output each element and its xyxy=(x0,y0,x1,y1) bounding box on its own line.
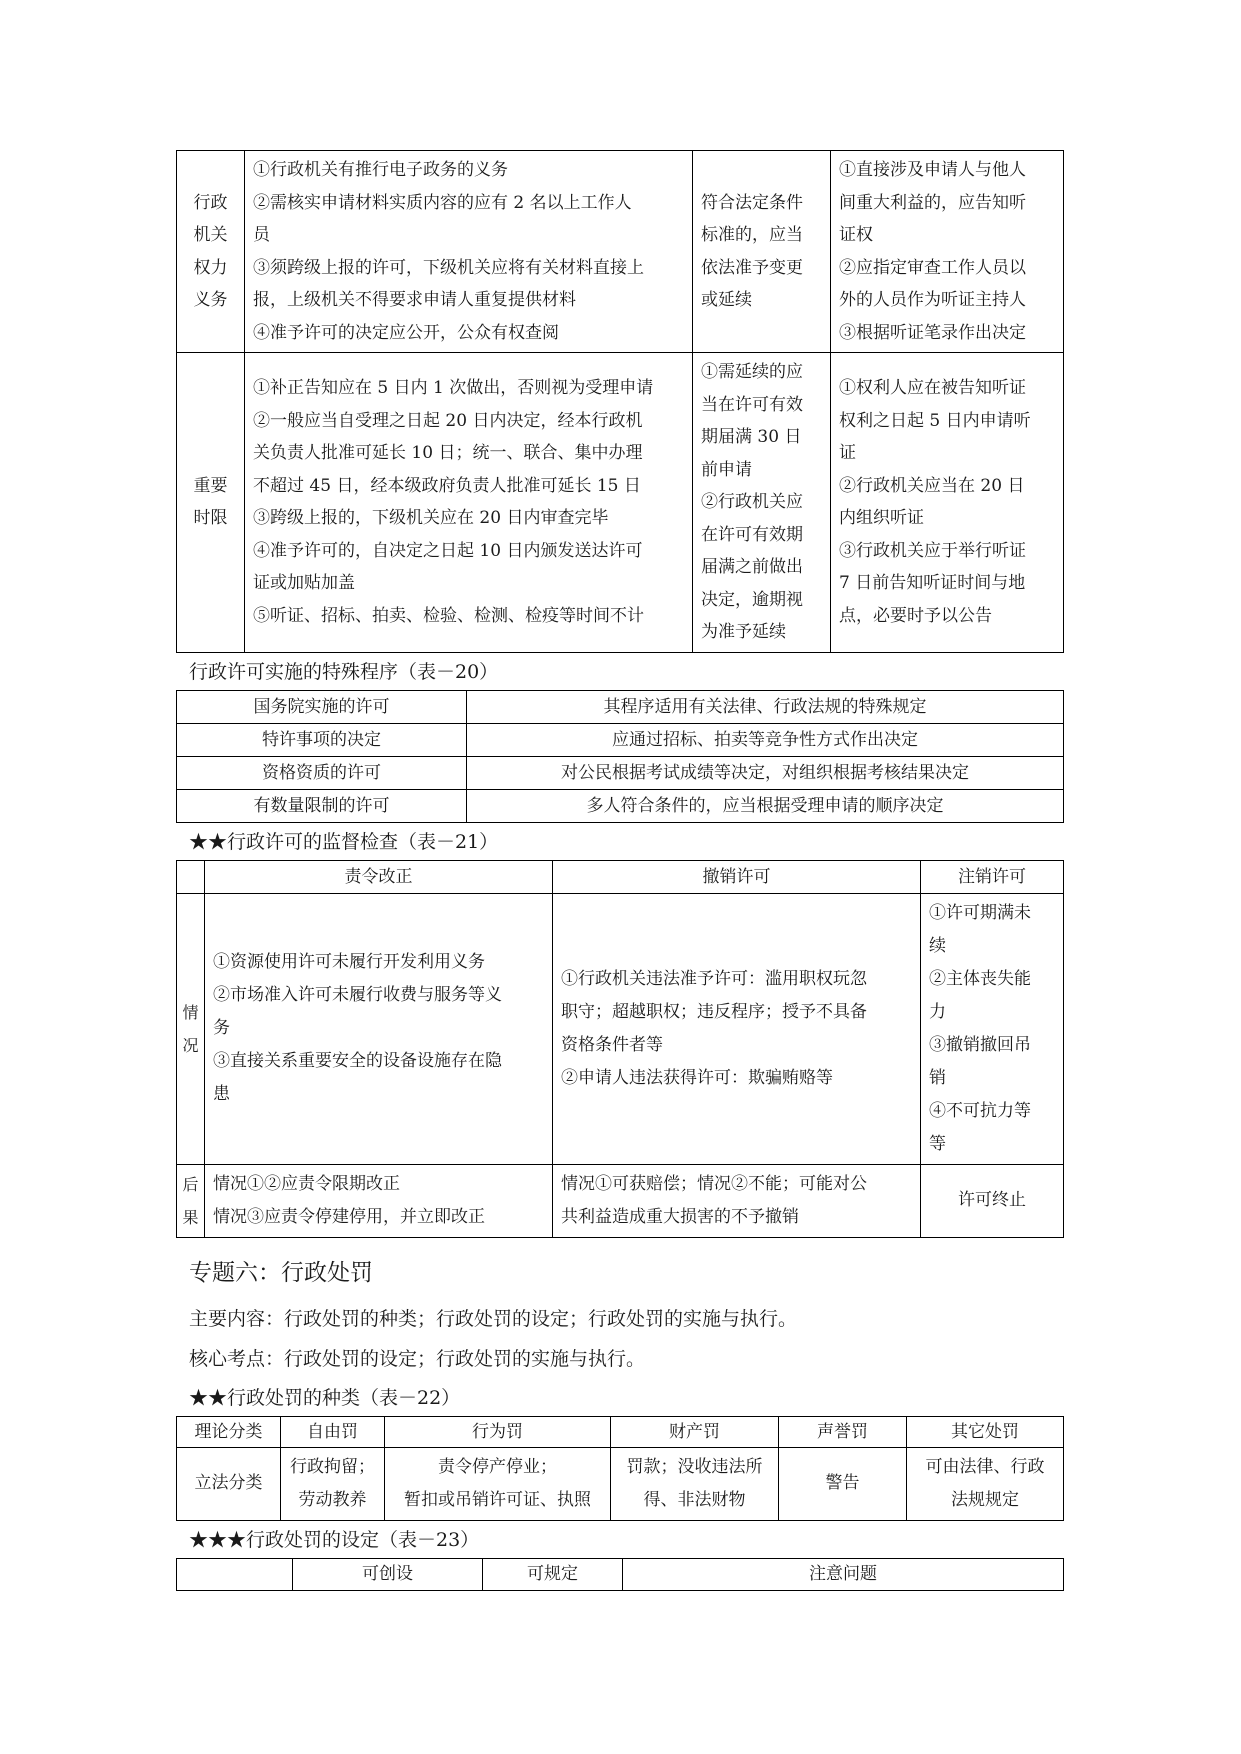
table-row: 资格资质的许可 对公民根据考试成绩等决定，对组织根据考核结果决定 xyxy=(177,756,1064,789)
table-row: 立法分类 行政拘留； 劳动教养 责令停产停业； 暂扣或吊销许可证、执照 罚款；没收违法所 得、非法财物 警告 可由法律、行政 法规规定 xyxy=(177,1447,1064,1520)
cell: 符合法定条件 标准的，应当 依法准予变更 或延续 xyxy=(693,151,831,353)
cell: ①许可期满未 续 ②主体丧失能 力 ③撤销撤回吊 销 ④不可抗力等 等 xyxy=(921,893,1064,1164)
cell: ①权利人应在被告知听证 权利之日起 5 日内申请听 证 ②行政机关应当在 20 日 内组织听证 ③行政机关应于举行听证 7 日前告知听证时间与地 点，必要时予以公告 xyxy=(831,353,1064,653)
row-label: 重要 时限 xyxy=(177,353,245,653)
cell: ①补正告知应在 5 日内 1 次做出，否则视为受理申请 ②一般应当自受理之日起 20 日内决定，经本行政机 关负责人批准可延长 10 日；统一、联合、集中办理 不超过 45 日，经本级政府负责人批准可延长 15 日 ③跨级上报的，下级机关应在 20 日内审查完毕 ④准予许可的，自决定之日起 10 日内颁发送达许可 证或加贴加盖 ⑤听证、招标、拍卖、检验、检测、检疫等时间不计 xyxy=(245,353,693,653)
cell: ①资源使用许可未履行开发利用义务 ②市场准入许可未履行收费与服务等义 务 ③直接关系重要安全的设备设施存在隐 患 xyxy=(205,893,553,1164)
row-label: 情况 xyxy=(177,893,205,1164)
table-header-row: 责令改正 撤销许可 注销许可 xyxy=(177,860,1064,893)
cell: 情况①②应责令限期改正 情况③应责令停建停用，并立即改正 xyxy=(205,1164,553,1237)
cell: ①需延续的应 当在许可有效 期届满 30 日 前申请 ②行政机关应 在许可有效期 届满之前做出 决定，逾期视 为准予延续 xyxy=(693,353,831,653)
table-22-caption: ★★行政处罚的种类（表－22） xyxy=(189,1386,461,1409)
main-content-text: 主要内容：行政处罚的种类；行政处罚的设定；行政处罚的实施与执行。 xyxy=(189,1307,798,1330)
table-row xyxy=(177,151,1064,353)
cell: 许可终止 xyxy=(921,1164,1064,1237)
table-23-caption: ★★★行政处罚的设定（表－23） xyxy=(189,1528,480,1551)
table-22 xyxy=(176,1416,1064,1521)
cell: ①行政机关有推行电子政务的义务 ②需核实申请材料实质内容的应有 2 名以上工作人 员 ③须跨级上报的许可，下级机关应将有关材料直接上 报，上级机关不得要求申请人重复提供材料 ④准予许可的决定应公开，公众有权查阅 xyxy=(245,151,693,353)
table-20 xyxy=(176,690,1064,823)
cell: ①行政机关违法准予许可：滥用职权玩忽 职守；超越职权；违反程序；授予不具备 资格条件者等 ②申请人违法获得许可：欺骗贿赂等 xyxy=(553,893,921,1164)
row-label: 后果 xyxy=(177,1164,205,1237)
table-header-row: 理论分类 自由罚 行为罚 财产罚 声誉罚 其它处罚 xyxy=(177,1416,1064,1447)
table-row: 国务院实施的许可 其程序适用有关法律、行政法规的特殊规定 xyxy=(177,690,1064,723)
table-row: 有数量限制的许可 多人符合条件的，应当根据受理申请的顺序决定 xyxy=(177,789,1064,822)
table-21-caption: ★★行政许可的监督检查（表－21） xyxy=(189,830,499,853)
core-points-text: 核心考点：行政处罚的设定；行政处罚的实施与执行。 xyxy=(189,1347,646,1370)
table-row xyxy=(177,353,1064,653)
table-row xyxy=(177,1164,1064,1237)
row-label: 行政 机关 权力 义务 xyxy=(177,151,245,353)
table-20-caption: 行政许可实施的特殊程序（表－20） xyxy=(189,660,499,683)
cell: ①直接涉及申请人与他人 间重大利益的，应告知听 证权 ②应指定审查工作人员以 外的人员作为听证主持人 ③根据听证笔录作出决定 xyxy=(831,151,1064,353)
document-page xyxy=(176,150,1064,1591)
table-23 xyxy=(176,1558,1064,1591)
table-19 xyxy=(176,150,1064,653)
table-21 xyxy=(176,860,1064,1238)
table-row xyxy=(177,893,1064,1164)
table-header-row: 可创设 可规定 注意问题 xyxy=(177,1558,1064,1590)
section-title: 专题六：行政处罚 xyxy=(189,1259,373,1286)
cell: 情况①可获赔偿；情况②不能；可能对公 共利益造成重大损害的不予撤销 xyxy=(553,1164,921,1237)
table-row: 特许事项的决定 应通过招标、拍卖等竞争性方式作出决定 xyxy=(177,723,1064,756)
